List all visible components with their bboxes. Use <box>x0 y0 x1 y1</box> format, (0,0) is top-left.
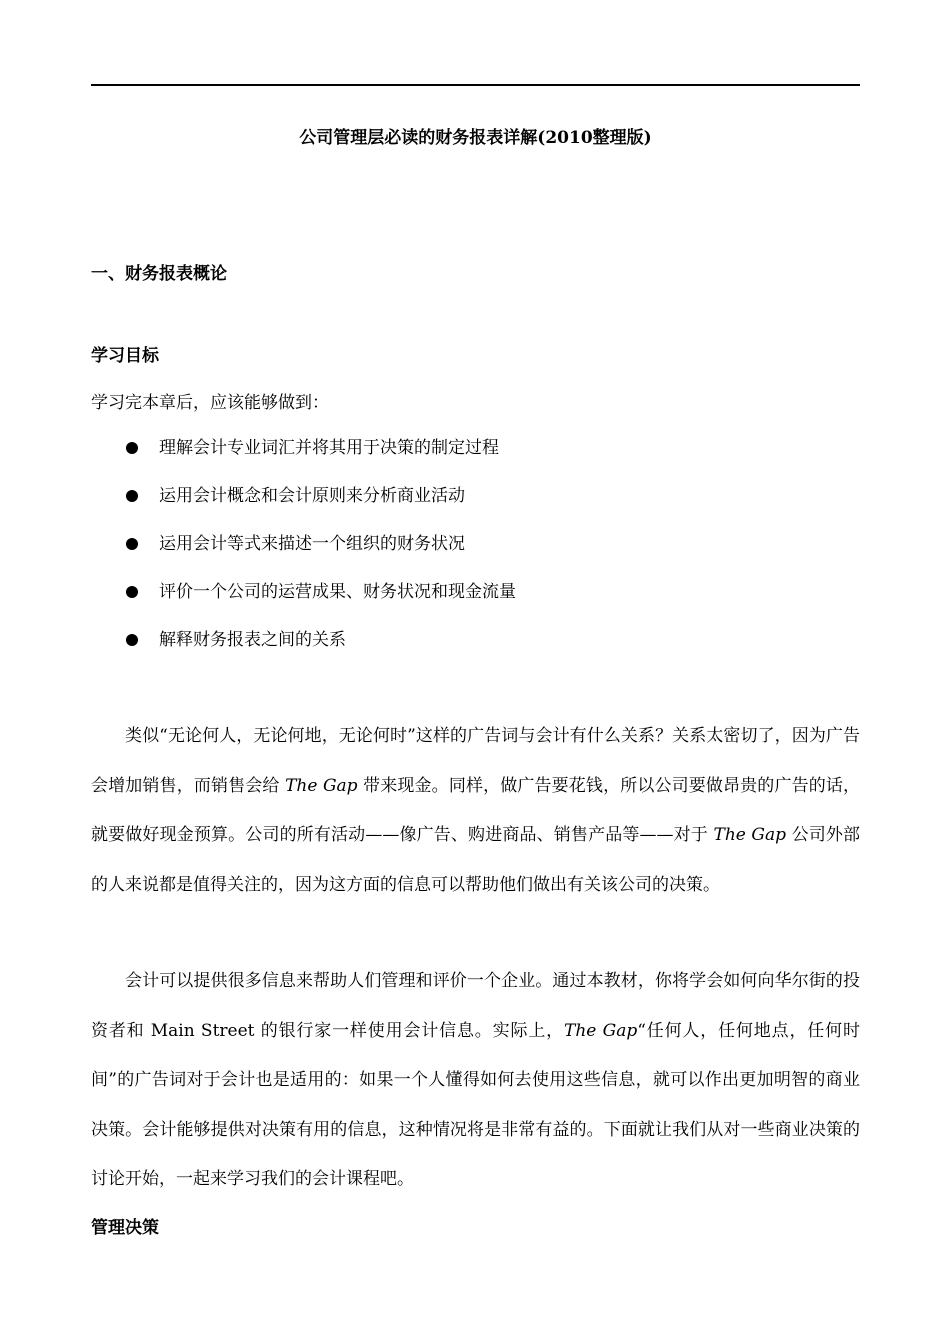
paragraph-text: 公司外部的人来说都是值得关注的，因为这方面的信息可以帮助他们做出有关该公司的决策。 <box>91 825 861 895</box>
document-title: 公司管理层必读的财务报表详解(2010整理版) <box>299 128 652 148</box>
management-decisions-heading: 管理决策 <box>91 1218 159 1238</box>
brand-name: The Gap <box>564 1020 638 1041</box>
learning-goals-heading: 学习目标 <box>91 346 159 366</box>
learning-goals-intro: 学习完本章后，应该能够做到： <box>91 393 329 413</box>
paragraph-text: 带来现金。同样，做广告要花钱，所以公司要做昂贵的广告的话，就要做好现金预算。公司的所有活动——像广告、购进商品、销售产品等——对于 <box>91 775 861 845</box>
list-item-text: 解释财务报表之间的关系 <box>159 630 346 650</box>
paragraph-text: “任何人，任何地点，任何时间”的广告词对于会计也是适用的：如果一个人懂得如何去使用这些信息，就可以作出更加明智的商业决策。会计能够提供对决策有用的信息，这种情况将是非常有益的。下面就让我们从对一些商业决策的讨论开始，一起来学习我们的会计课程吧。 <box>91 1020 860 1189</box>
bullet-icon <box>126 634 138 646</box>
section-heading: 一、财务报表概论 <box>91 264 227 284</box>
paragraph-text: 类似“无论何人，无论何地，无论何时”这样的广告词与会计有什么关系？关系太密切了，因为广告会增加销售，而销售会给 <box>91 726 860 796</box>
paragraph-text: 会计可以提供很多信息来帮助人们管理和评价一个企业。通过本教材，你将学会如何向华尔街的投资者和 Main Street 的银行家一样使用会计信息。实际上， <box>91 971 860 1041</box>
bullet-icon <box>126 490 138 502</box>
body-paragraph-1 <box>91 712 860 910</box>
header-rule <box>91 84 860 86</box>
list-item-text: 理解会计专业词汇并将其用于决策的制定过程 <box>159 438 499 458</box>
body-paragraph-2 <box>91 957 860 1205</box>
brand-name: The Gap <box>285 775 358 796</box>
bullet-icon <box>126 442 138 454</box>
list-item-text: 评价一个公司的运营成果、财务状况和现金流量 <box>159 582 516 602</box>
brand-name: The Gap <box>713 825 787 845</box>
bullet-icon <box>126 538 138 550</box>
bullet-icon <box>126 586 138 598</box>
list-item-text: 运用会计等式来描述一个组织的财务状况 <box>159 534 465 554</box>
list-item-text: 运用会计概念和会计原则来分析商业活动 <box>159 486 465 506</box>
